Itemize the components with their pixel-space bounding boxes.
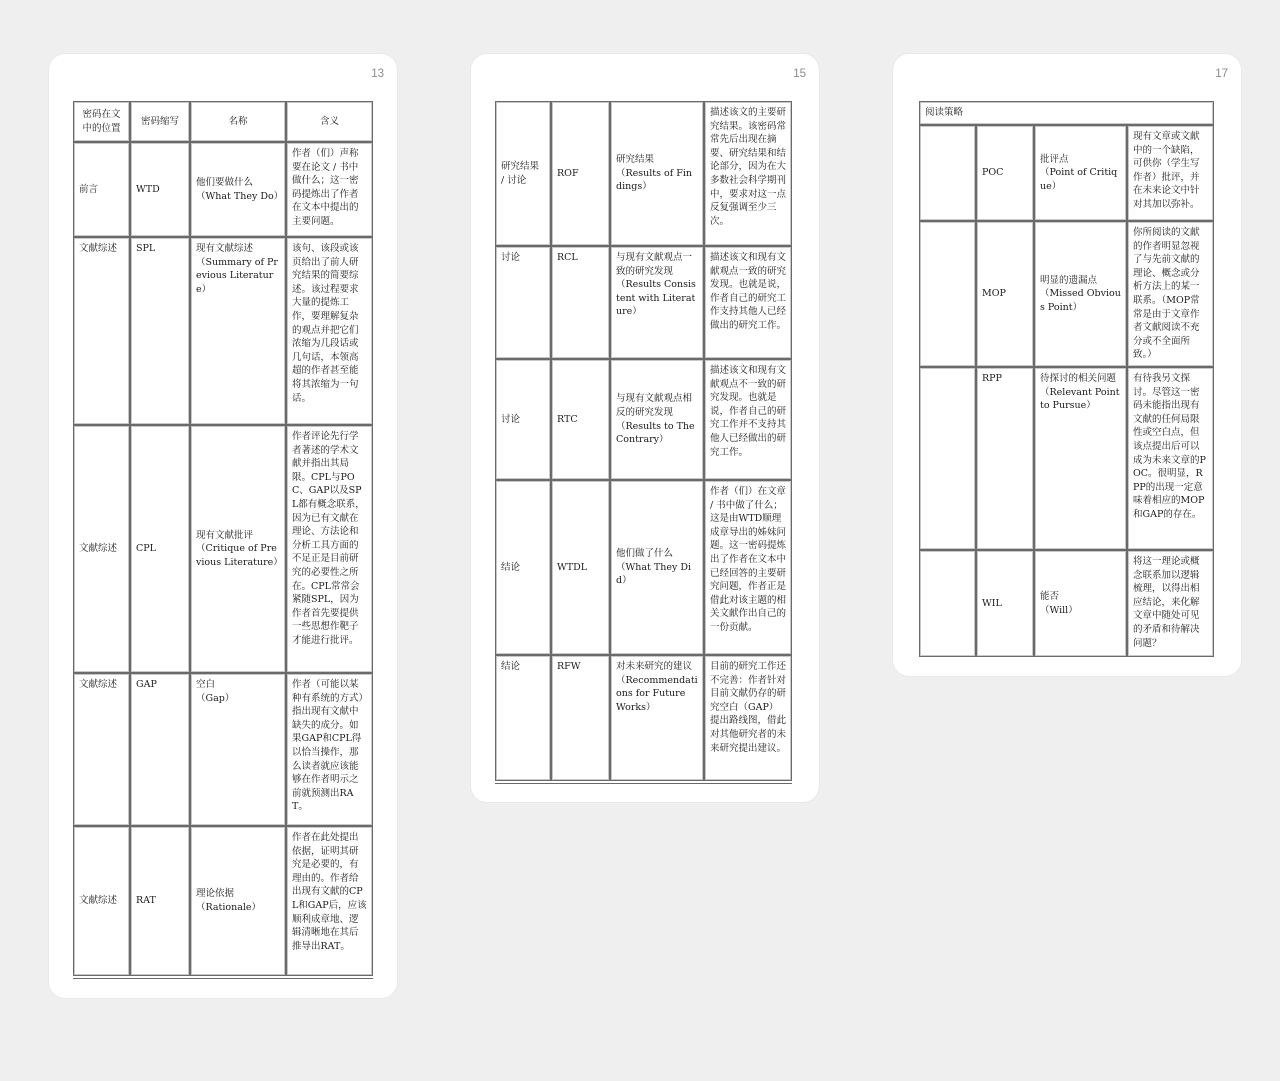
page-number: 17 <box>1215 68 1228 80</box>
cell-code: WTDL <box>551 480 610 655</box>
cell-location <box>919 125 976 221</box>
cell-meaning: 描述该文的主要研究结果。该密码常常先后出现在摘要、研究结果和结论部分，因为在大多数社会科学期刊中，要求对这一点反复强调至少三次。 <box>704 101 792 246</box>
cell-code: CPL <box>130 425 190 673</box>
cell-name: 现有文献综述 （Summary of Previous Literature） <box>190 237 286 425</box>
table-row <box>73 673 373 826</box>
cell-name: 研究结果 （Results of Findings） <box>610 101 704 246</box>
cell-location: 结论 <box>495 480 551 655</box>
cell-code: ROF <box>551 101 610 246</box>
column-header-name: 名称 <box>190 101 286 142</box>
cell-name: 现有文献批评 （Critique of Previous Literature） <box>190 425 286 673</box>
cell-location <box>919 367 976 550</box>
cell-meaning: 作者评论先行学者著述的学术文献并指出其局限。CPL与POC、GAP以及SPL都有概念联系，因为已有文献在理论、方法论和分析工具方面的不足正是目前研究的必要性之所在。CPL常常会紧随SPL，因为作者首先要提供一些思想作靶子才能进行批评。 <box>286 425 373 673</box>
column-header-location: 密码在文 中的位置 <box>73 101 130 142</box>
page-card-15[interactable] <box>471 54 819 802</box>
cell-code: GAP <box>130 673 190 826</box>
cell-location: 文献综述 <box>73 673 130 826</box>
table-row <box>495 101 792 246</box>
page-card-13[interactable] <box>49 54 397 998</box>
cell-code: WIL <box>976 550 1034 657</box>
cell-name: 他们要做什么 （What They Do） <box>190 142 286 237</box>
table-section-header <box>919 101 1214 125</box>
table-row <box>495 246 792 359</box>
cell-location <box>919 550 976 657</box>
cell-meaning: 描述该文和现有文献观点不一致的研究发现。也就是说，作者自己的研究工作并不支持其他人已经做出的研究工作。 <box>704 359 792 480</box>
cell-meaning: 作者（们）在文章 / 书中做了什么；这是由WTD顺理成章导出的姊妹问题。这一密码提炼出了作者在文本中已经回答的主要研究问题，作者正是借此对该主题的相关文献作出自己的一份贡献。 <box>704 480 792 655</box>
cell-meaning: 作者（们）声称要在论文 / 书中做什么；这一密码提炼出了作者在文本中提出的主要问题。 <box>286 142 373 237</box>
cell-meaning: 作者在此处提出依据，证明其研究是必要的，有理由的。作者给出现有文献的CPL和GAP后，应该顺利成章地、逻辑清晰地在其后推导出RAT。 <box>286 826 373 976</box>
table-row <box>919 125 1214 221</box>
cell-name: 对未来研究的建议 （Recommendations for Future Works） <box>610 655 704 781</box>
cell-location: 讨论 <box>495 359 551 480</box>
table-row <box>73 237 373 425</box>
table-row <box>73 142 373 237</box>
table-row <box>73 425 373 673</box>
cell-code: RPP <box>976 367 1034 550</box>
cell-name: 待探讨的相关问题 （Relevant Point to Pursue） <box>1034 367 1127 550</box>
cell-code: RFW <box>551 655 610 781</box>
cell-name: 理论依据 （Rationale） <box>190 826 286 976</box>
cell-code: WTD <box>130 142 190 237</box>
cell-location: 文献综述 <box>73 425 130 673</box>
cell-location: 前言 <box>73 142 130 237</box>
column-header-meaning: 含义 <box>286 101 373 142</box>
table-row <box>919 367 1214 550</box>
cell-location: 文献综述 <box>73 237 130 425</box>
cell-location: 文献综述 <box>73 826 130 976</box>
cell-location: 讨论 <box>495 246 551 359</box>
cell-location <box>919 221 976 367</box>
cell-code: SPL <box>130 237 190 425</box>
cell-name: 与现有文献观点一致的研究发现 （Results Consistent with Literature） <box>610 246 704 359</box>
cell-name: 他们做了什么 （What They Did） <box>610 480 704 655</box>
table-row <box>919 221 1214 367</box>
page-number: 13 <box>371 68 384 80</box>
cell-meaning: 该句、该段或该页给出了前人研究结果的简要综述。该过程要求大量的提炼工作，要理解复杂的观点并把它们浓缩为几段话或几句话，本领高超的作者甚至能将其浓缩为一句话。 <box>286 237 373 425</box>
page-card-17[interactable] <box>893 54 1241 676</box>
cell-name: 明显的遗漏点 （Missed Obvious Point） <box>1034 221 1127 367</box>
table-header-row <box>73 101 373 142</box>
table-bottom-edge <box>73 978 373 979</box>
section-title: 阅读策略 <box>919 101 1214 125</box>
table-row <box>495 655 792 781</box>
cell-name: 与现有文献观点相反的研究发现 （Results to The Contrary） <box>610 359 704 480</box>
cell-name: 能否 （Will） <box>1034 550 1127 657</box>
cell-location: 研究结果 / 讨论 <box>495 101 551 246</box>
column-header-code: 密码缩写 <box>130 101 190 142</box>
cell-meaning: 将这一理论或概念联系加以逻辑梳理，以得出相应结论，来化解文章中随处可见的矛盾和待解决问题？ <box>1127 550 1214 657</box>
cell-location: 结论 <box>495 655 551 781</box>
cell-code: RAT <box>130 826 190 976</box>
cell-code: POC <box>976 125 1034 221</box>
cell-name: 空白 （Gap） <box>190 673 286 826</box>
table-row <box>495 480 792 655</box>
table-row <box>919 550 1214 657</box>
cell-meaning: 目前的研究工作还不完善：作者针对目前文献仍存的研究空白（GAP）提出路线图，借此对其他研究者的未来研究提出建议。 <box>704 655 792 781</box>
cell-meaning: 现有文章或文献中的一个缺陷，可供你（学生写作者）批评，并在未来论文中针对其加以弥补。 <box>1127 125 1214 221</box>
cell-code: RTC <box>551 359 610 480</box>
cell-meaning: 你所阅读的文献的作者明显忽视了与先前文献的理论、概念或分析方法上的某一联系。（MOP常常是由于文章作者文献阅读不充分或不全面所致。） <box>1127 221 1214 367</box>
cell-name: 批评点 （Point of Critique） <box>1034 125 1127 221</box>
table-bottom-edge <box>495 783 792 784</box>
cell-code: RCL <box>551 246 610 359</box>
table-row <box>73 826 373 976</box>
cell-meaning: 作者（可能以某种有系统的方式）指出现有文献中缺失的成分。如果GAP和CPL得以恰当操作，那么读者就应该能够在作者明示之前就预测出RAT。 <box>286 673 373 826</box>
cell-meaning: 描述该文和现有文献观点一致的研究发现。也就是说，作者自己的研究工作支持其他人已经做出的研究工作。 <box>704 246 792 359</box>
cell-code: MOP <box>976 221 1034 367</box>
cell-meaning: 有待我另文探讨。尽管这一密码未能指出现有文献的任何局限性或空白点，但该点提出后可以成为未来文章的POC。很明显，RPP的出现一定意味着相应的MOP和GAP的存在。 <box>1127 367 1214 550</box>
page-number: 15 <box>793 68 806 80</box>
table-row <box>495 359 792 480</box>
